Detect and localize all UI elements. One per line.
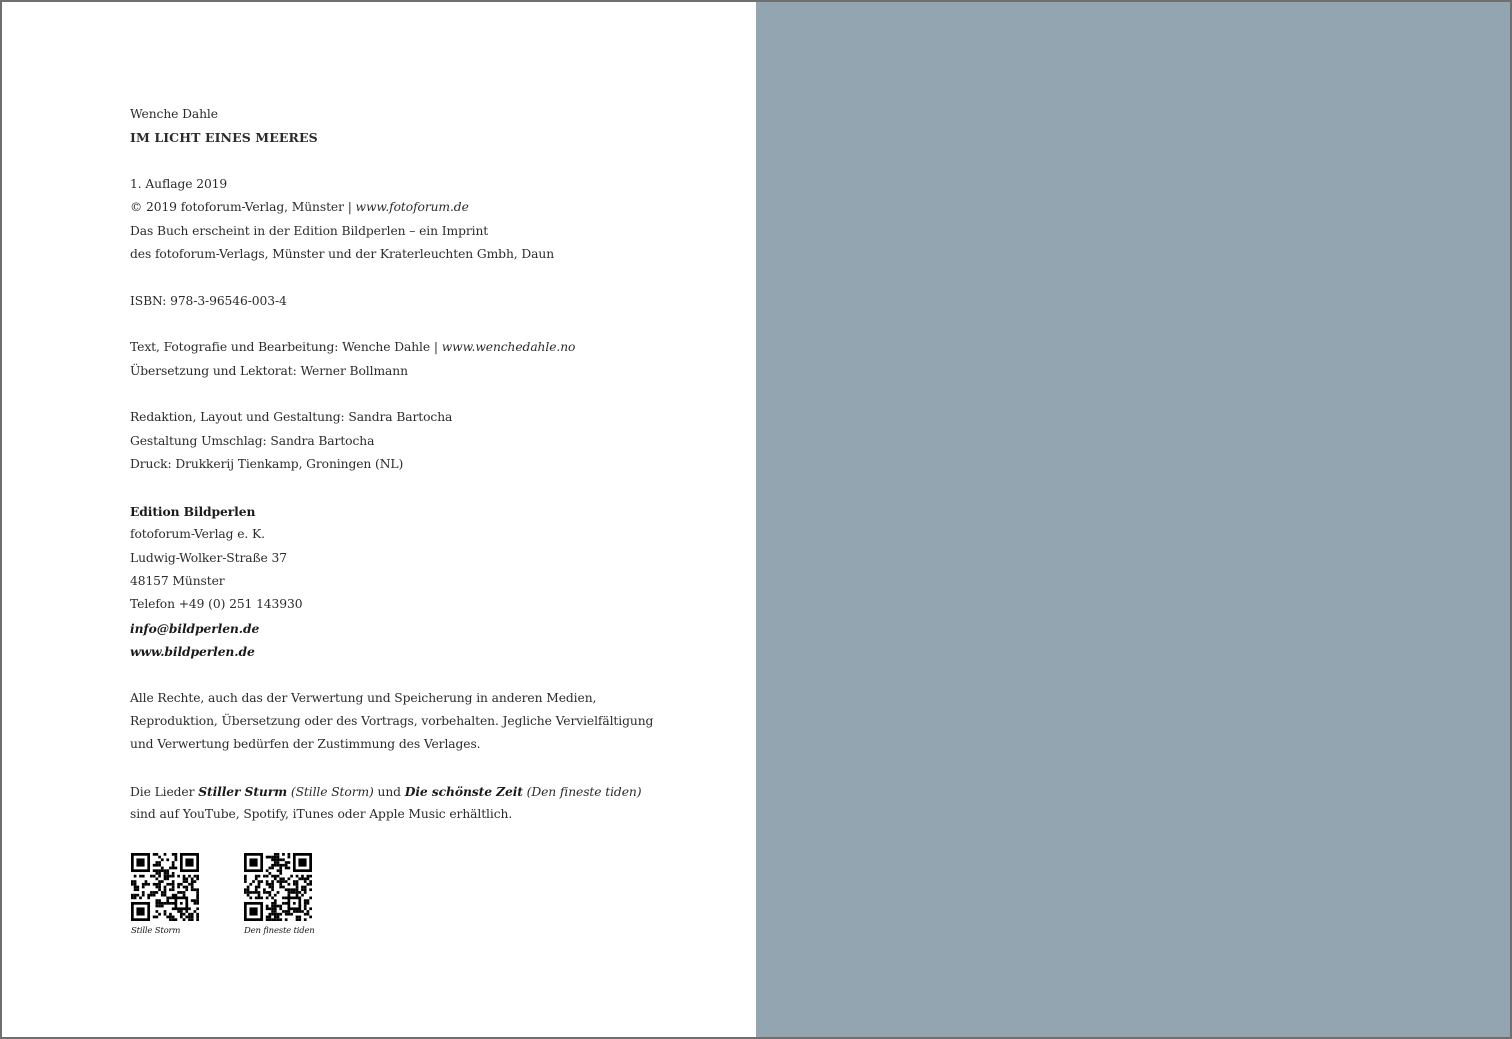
publisher-company: fotoforum-Verlag e. K. bbox=[130, 527, 265, 542]
imprint-page bbox=[2, 2, 756, 1037]
credits-url: www.wenchedahle.no bbox=[441, 340, 576, 355]
copyright-url: www.fotoforum.de bbox=[355, 200, 469, 215]
song-1-title: Stiller Sturm bbox=[198, 783, 288, 799]
cover-design: Gestaltung Umschlag: Sandra Bartocha bbox=[130, 433, 375, 448]
book-title: IM LICHT EINES MEERES bbox=[130, 130, 318, 146]
songs-and: und bbox=[373, 784, 405, 799]
imprint-line-1: Das Buch erscheint in der Edition Bildperlen – ein Imprint bbox=[130, 223, 489, 238]
blank-colored-page bbox=[756, 2, 1510, 1037]
publisher-city: 48157 Münster bbox=[130, 573, 225, 588]
qr-caption: Stille Storm bbox=[131, 926, 181, 936]
publisher-email: info@bildperlen.de bbox=[130, 620, 260, 636]
publisher-phone: Telefon +49 (0) 251 143930 bbox=[130, 597, 303, 612]
qr-caption: Den fineste tiden bbox=[244, 926, 315, 936]
translation: Übersetzung und Lektorat: Werner Bollmann bbox=[130, 363, 408, 378]
publisher-name: Edition Bildperlen bbox=[130, 503, 256, 519]
editing: Redaktion, Layout und Gestaltung: Sandra Bartocha bbox=[130, 410, 453, 425]
song-2-title: Die schönste Zeit bbox=[404, 783, 523, 799]
credits-text: Text, Fotografie und Bearbeitung: Wenche Dahle | bbox=[130, 340, 442, 355]
edition: 1. Auflage 2019 bbox=[130, 177, 228, 192]
qr-code-den-fineste-tiden[interactable] bbox=[244, 853, 314, 936]
song-1-original: (Stille Storm) bbox=[287, 784, 374, 799]
imprint-line-2: des fotoforum-Verlags, Münster und der Kraterleuchten Gmbh, Daun bbox=[130, 247, 555, 262]
isbn: ISBN: 978-3-96546-003-4 bbox=[130, 293, 287, 308]
songs-line-2: sind auf YouTube, Spotify, iTunes oder Apple Music erhältlich. bbox=[130, 807, 513, 822]
song-2-original: (Den fineste tiden) bbox=[522, 784, 642, 799]
qr-code-stille-storm[interactable] bbox=[131, 853, 201, 936]
rights-line-2: Reproduktion, Übersetzung oder des Vortrags, vorbehalten. Jegliche Vervielfältigung bbox=[130, 713, 654, 728]
author: Wenche Dahle bbox=[130, 107, 218, 121]
copyright-text: © 2019 fotoforum-Verlag, Münster | bbox=[130, 200, 356, 215]
publisher-street: Ludwig-Wolker-Straße 37 bbox=[130, 550, 287, 565]
rights-line-3: und Verwertung bedürfen der Zustimmung des Verlages. bbox=[130, 737, 481, 752]
copyright-line bbox=[130, 196, 653, 219]
rights-line-1: Alle Rechte, auch das der Verwertung und Speicherung in anderen Medien, bbox=[130, 690, 597, 705]
publisher-web: www.bildperlen.de bbox=[130, 643, 255, 659]
imprint-text bbox=[130, 103, 653, 827]
qr-code-icon bbox=[244, 853, 312, 921]
songs-line-1 bbox=[130, 780, 653, 803]
print: Druck: Drukkerij Tienkamp, Groningen (NL) bbox=[130, 457, 404, 472]
credits-line bbox=[130, 336, 653, 359]
qr-code-icon bbox=[131, 853, 199, 921]
songs-prefix: Die Lieder bbox=[130, 784, 199, 799]
